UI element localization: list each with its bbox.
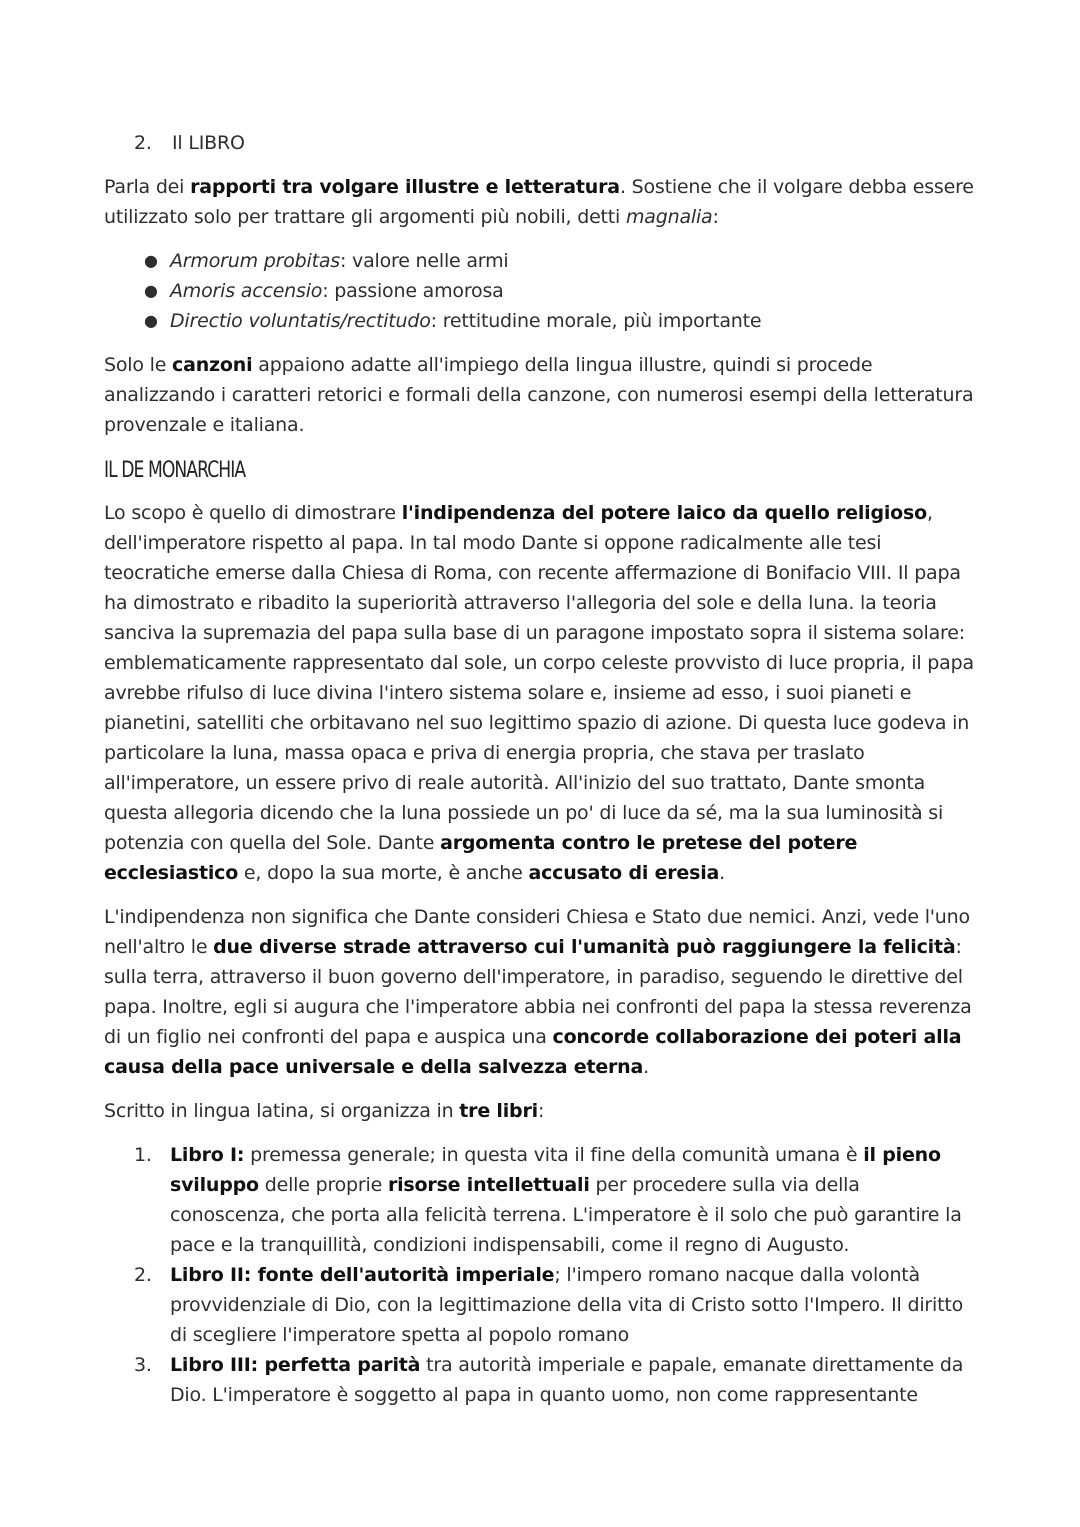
heading-libro-2	[104, 128, 976, 158]
paragraph-tre-libri	[104, 1096, 976, 1126]
italic-term: Directio voluntatis/rectitudo	[170, 310, 431, 332]
bullet-icon: ●	[144, 311, 158, 330]
text: :	[537, 1100, 545, 1122]
text: Lo scopo è quello di dimostrare	[104, 502, 402, 524]
bold-text: il pieno sviluppo	[170, 1144, 941, 1196]
text: ; l'impero romano nacque dalla volontà provvidenziale di Dio, con la legittimazione della vita di Cristo sotto l'Impero. Il diritto di scegliere l'imperatore spetta al popolo romano	[170, 1264, 964, 1346]
bold-text: tre libri	[459, 1100, 538, 1122]
bold-text: rapporti tra volgare illustre e letteratura	[190, 176, 620, 198]
bold-text: concorde collaborazione dei poteri alla causa della pace universale e della salvezza eterna	[104, 1026, 962, 1078]
text: e, dopo la sua morte, è anche	[238, 862, 529, 884]
heading-number: 2.	[134, 132, 152, 154]
list-number: 2.	[134, 1264, 152, 1286]
text: :	[712, 206, 719, 228]
text: Parla dei	[104, 176, 191, 198]
list-item	[144, 276, 976, 306]
bold-text: l'indipendenza del potere laico da quello religioso	[401, 502, 927, 524]
text: , dell'imperatore rispetto al papa. In tal modo Dante si oppone radicalmente alle tesi teocratiche emerse dalla Chiesa di Roma, con recente affermazione di Bonifacio VIII. Il papa ha dimostrato e ribadito la superiorità attraverso l'allegoria del sole e della luna. la teoria sanciva la supremazia del papa sulla base di un paragone impostato sopra il sistema solare: emblematicamente rappresentato dal sole, un corpo celeste provvisto di luce propria, il papa avrebbe rifulso di luce divina l'intero sistema solare e, insieme ad esso, i suoi pianeti e pianetini, satelliti che orbitavano nel suo legittimo spazio di azione. Di questa luce godeva in particolare la luna, massa opaca e priva di energia propria, che stava per traslato all'imperatore, un essere privo di reale autorità. All'inizio del suo trattato, Dante smonta questa allegoria dicendo che la luna possiede un po' di luce da sé, ma la sua luminosità si potenzia con quella del Sole. Dante	[104, 502, 974, 854]
text: per procedere sulla via della conoscenza, che porta alla felicità terrena. L'imperatore è il solo che può garantire la pace e la tranquillità, condizioni indispensabili, come il regno di Augusto.	[170, 1174, 962, 1256]
bold-text: Libro II: fonte dell'autorità imperiale	[170, 1264, 555, 1286]
list-number: 1.	[134, 1144, 152, 1166]
list-item	[134, 1350, 976, 1410]
bold-text: Libro III: perfetta parità	[170, 1354, 421, 1376]
text: : sulla terra, attraverso il buon governo dell'imperatore, in paradiso, seguendo le direttive del papa. Inoltre, egli si augura che l'imperatore abbia nei confronti del papa la stessa reverenza di un figlio nei confronti del papa e auspica una	[104, 936, 972, 1048]
magnalia-list	[104, 246, 976, 336]
term-description: : valore nelle armi	[339, 250, 509, 272]
bullet-icon: ●	[144, 281, 158, 300]
list-number: 3.	[134, 1354, 152, 1376]
italic-text: magnalia	[625, 206, 713, 228]
text: .	[719, 862, 725, 884]
paragraph-libro2-intro	[104, 172, 976, 232]
libri-list	[104, 1140, 976, 1410]
bold-text: due diverse strade attraverso cui l'umanità può raggiungere la felicità	[213, 936, 956, 958]
term-description: : passione amorosa	[322, 280, 504, 302]
term-description: : rettitudine morale, più importante	[430, 310, 762, 332]
list-item	[144, 306, 976, 336]
section-title: IL DE MONARCHIA	[104, 458, 246, 483]
text: . Sostiene che il volgare debba essere utilizzato solo per trattare gli argomenti più nobili, detti	[104, 176, 974, 228]
heading-title: Il LIBRO	[172, 132, 245, 154]
bold-text: Libro I:	[170, 1144, 245, 1166]
text: appaiono adatte all'impiego della lingua illustre, quindi si procede analizzando i caratteri retorici e formali della canzone, con numerosi esempi della letteratura provenzale e italiana.	[104, 354, 974, 436]
text: Scritto in lingua latina, si organizza in	[104, 1100, 460, 1122]
bold-text: canzoni	[172, 354, 253, 376]
text: premessa generale; in questa vita il fine della comunità umana è	[244, 1144, 864, 1166]
bullet-icon: ●	[144, 251, 158, 270]
italic-term: Amoris accensio	[170, 280, 323, 302]
italic-term: Armorum probitas	[170, 250, 340, 272]
paragraph-monarchia-scopo	[104, 498, 976, 888]
paragraph-monarchia-indipendenza	[104, 902, 976, 1082]
text: Solo le	[104, 354, 173, 376]
text: L'indipendenza non significa che Dante consideri Chiesa e Stato due nemici. Anzi, vede l'uno nell'altro le	[104, 906, 970, 958]
text: tra autorità imperiale e papale, emanate direttamente da Dio. L'imperatore è soggetto al papa in quanto uomo, non come rappresentante	[170, 1354, 964, 1406]
list-item	[144, 246, 976, 276]
list-item	[134, 1260, 976, 1350]
bold-text: argomenta contro le pretese del potere ecclesiastico	[104, 832, 858, 884]
paragraph-canzoni	[104, 350, 976, 440]
list-item	[134, 1140, 976, 1260]
text: .	[643, 1056, 649, 1078]
text: delle proprie	[258, 1174, 388, 1196]
bold-text: accusato di eresia	[528, 862, 720, 884]
bold-text: risorse intellettuali	[387, 1174, 590, 1196]
